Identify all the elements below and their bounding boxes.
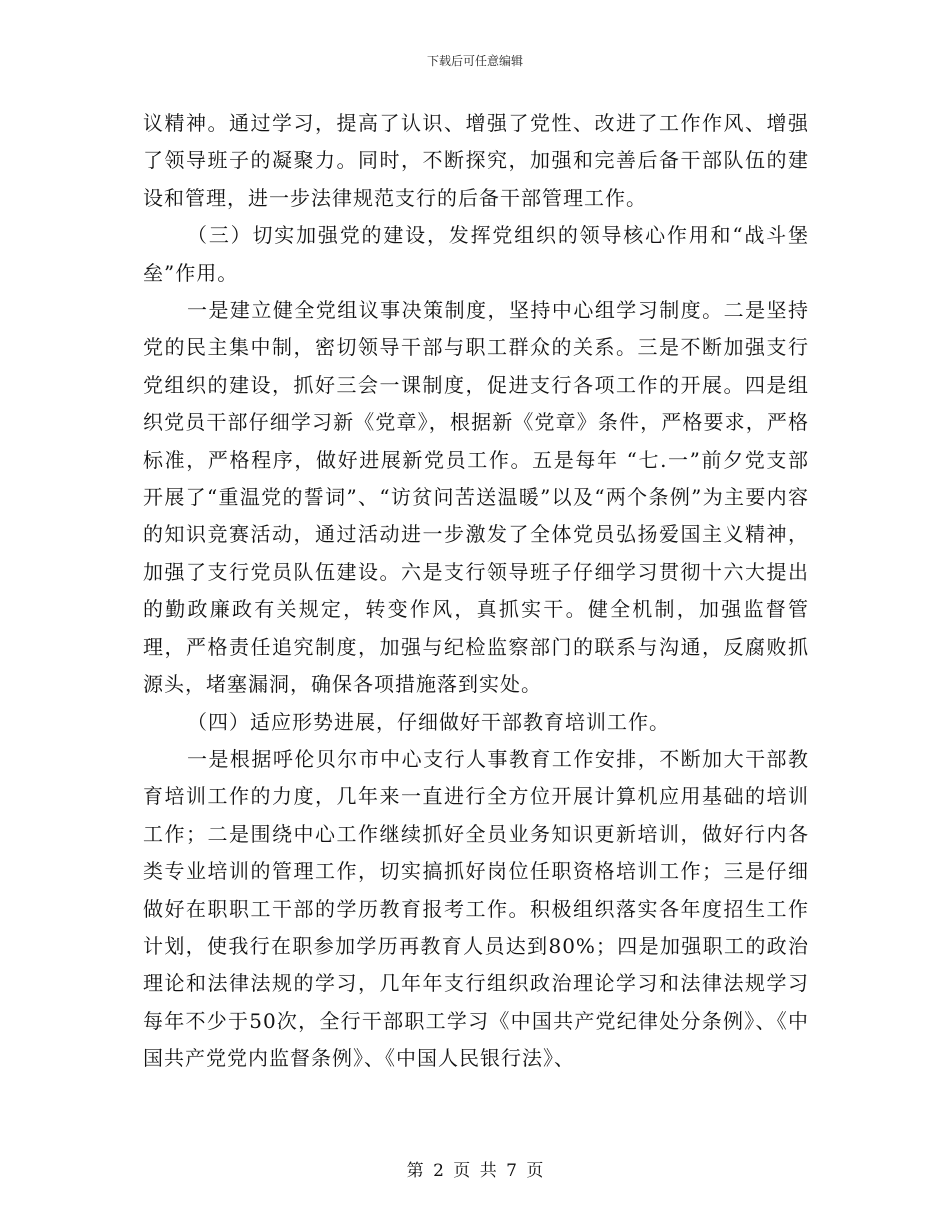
document-body <box>143 105 809 1078</box>
section-heading-four: （四）适应形势进展，仔细做好干部教育培训工作。 <box>187 709 670 734</box>
section-heading-three: （三）切实加强党的建设，发挥党组织的领导核心作用和“战斗堡垒”作用。 <box>143 223 809 285</box>
paragraph-training: 一是根据呼伦贝尔市中心支行人事教育工作安排，不断加大干部教育培训工作的力度，几年来一直进行全方位开展计算机应用基础的培训工作；二是围绕中心工作继续抓好全员业务知识更新培训，做好行内各类专业培训的管理工作，切实搞抓好岗位任职资格培训工作；三是仔细做好在职职工干部的学历教育报考工作。积极组织落实各年度招生工作计划，使我行在职参加学历再教育人员达到80%；四是加强职工的政治理论和法律法规的学习，几年年支行组织政治理论学习和法律法规学习每年不少于50次，全行干部职工学习《中国共产党纪律处分条例》、《中国共产党党内监督条例》、《中国人民银行法》、 <box>143 746 809 1071</box>
paragraph-party-building: 一是建立健全党组议事决策制度，坚持中心组学习制度。二是坚持党的民主集中制，密切领导干部与职工群众的关系。三是不断加强支行党组织的建设，抓好三会一课制度，促进支行各项工作的开展。四是组织党员干部仔细学习新《党章》，根据新《党章》条件，严格要求，严格标准，严格程序，做好进展新党员工作。五是每年 “七.一”前夕党支部开展了“重温党的誓词”、“访贫问苦送温暖”以及“两个条例”为主要内容的知识竞赛活动，通过活动进一步激发了全体党员弘扬爱国主义精神，加强了支行党员队伍建设。六是支行领导班子仔细学习贯彻十六大提出的勤政廉政有关规定，转变作风，真抓实干。健全机制，加强监督管理，严格责任追究制度，加强与纪检监察部门的联系与沟通，反腐败抓源头，堵塞漏洞，确保各项措施落到实处。 <box>143 298 809 697</box>
page-header: 下载后可任意编辑 <box>426 54 523 68</box>
paragraph-continuation: 议精神。通过学习，提高了认识、增强了党性、改进了工作作风、增强了领导班子的凝聚力。同时，不断探究，加强和完善后备干部队伍的建设和管理，进一步法律规范支行的后备干部管理工作。 <box>143 111 809 210</box>
page-footer: 第 2 页 共 7 页 <box>406 1161 544 1181</box>
